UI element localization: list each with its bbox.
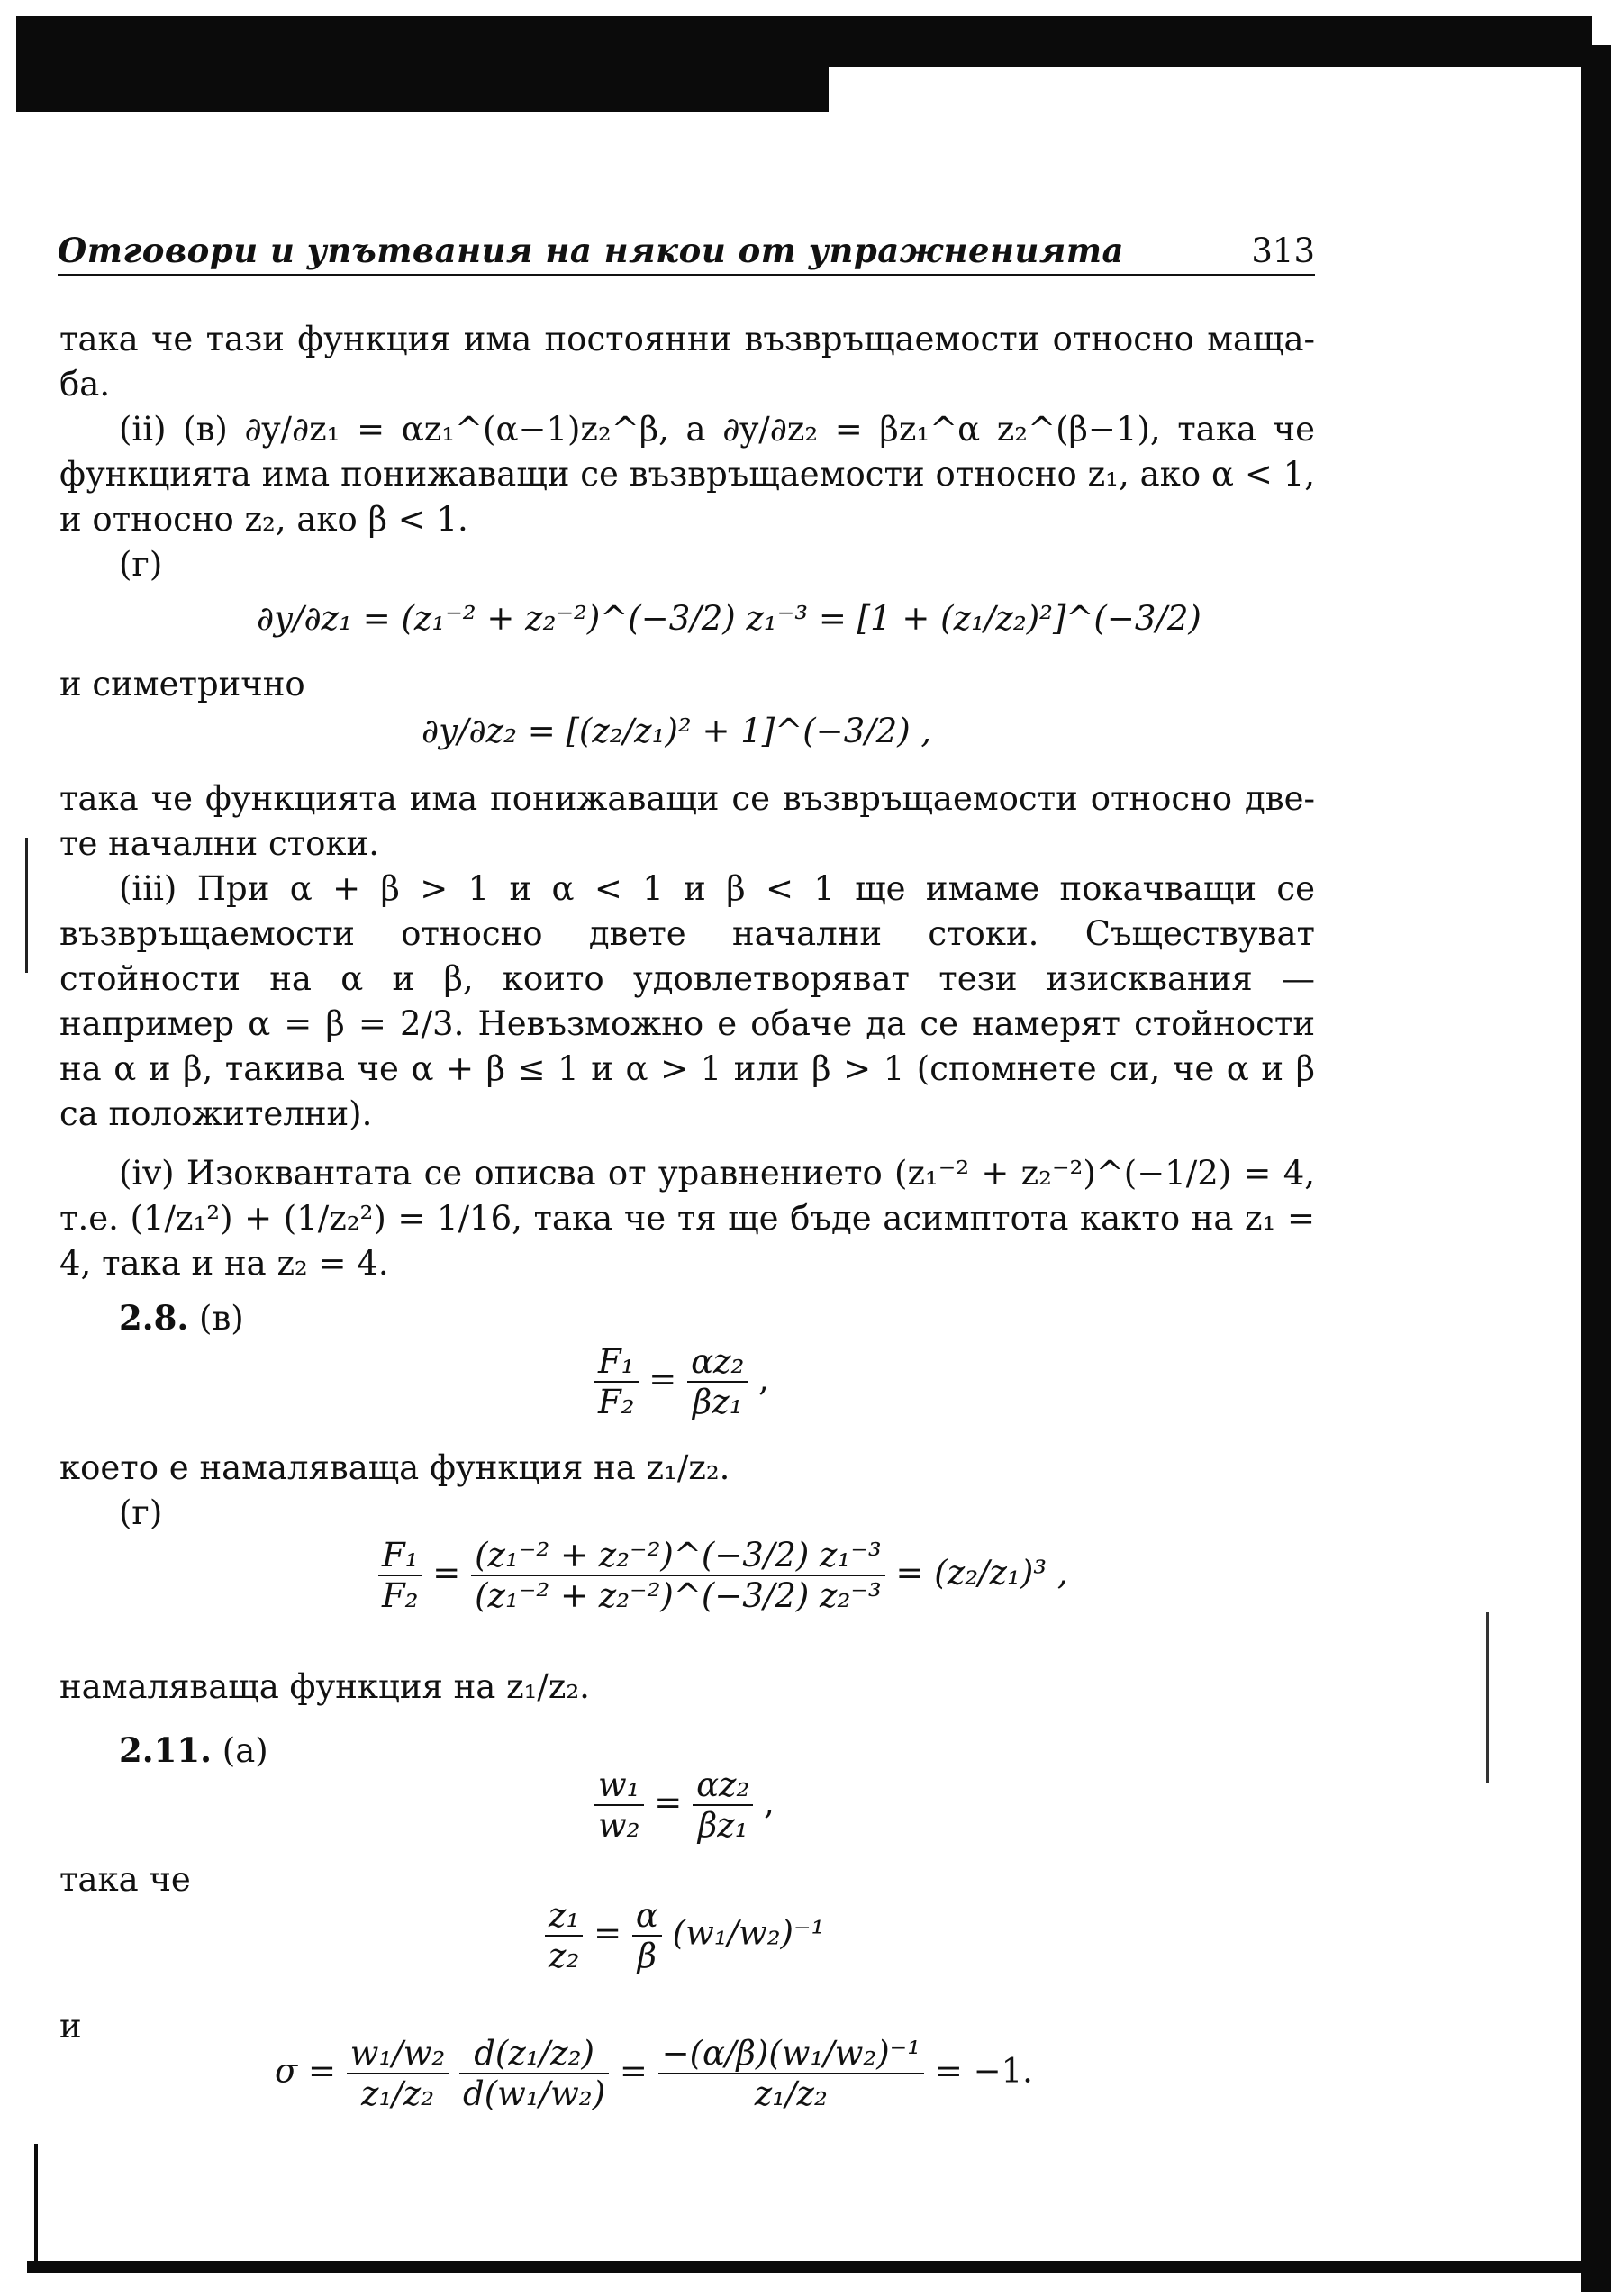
fraction-f1-f2 <box>594 1342 639 1421</box>
paragraph-ii: (ii) (в) ∂y/∂z₁ = αz₁^(α−1)z₂^β, а ∂y/∂z₂ = βz₁^α z₂^(β−1), така че функцията има понижаващи се възвръщаемости относно z₁, ако α < 1, и относно z₂, ако β < 1. <box>59 410 1315 539</box>
sigma-label: σ = <box>275 2051 337 2091</box>
section-2-8-heading <box>59 1295 1315 1341</box>
scan-border-top-left <box>16 16 829 112</box>
equation-result: (z₂/z₁)³ , <box>934 1553 1068 1593</box>
equation-dy-dz1: ∂y/∂z₁ = (z₁⁻² + z₂⁻²)^(−3/2) z₁⁻³ = [1 + (z₁/z₂)²]^(−3/2) <box>257 599 1201 638</box>
numerator: αz₂ <box>687 1342 748 1383</box>
label-g-2: (г) <box>119 1493 163 1532</box>
denominator: F₂ <box>382 1576 419 1615</box>
header-title: Отговори и упътвания на някои от упражненията <box>58 231 1124 270</box>
scan-mark-right <box>1486 1612 1489 1783</box>
equation-dy-dz2: ∂y/∂z₂ = [(z₂/z₁)² + 1]^(−3/2) , <box>422 712 932 750</box>
equation-z1-z2: $\frac{\text{z₁}}{\text{z₂}}$ = $\frac{\alpha}{\beta}$ (w₁/w₂)⁻¹ <box>545 1896 824 1975</box>
scan-border-bottom <box>27 2261 1599 2273</box>
denominator: z₁/z₂ <box>754 2074 828 2113</box>
denominator: z₂ <box>549 1937 580 1975</box>
denominator: F₂ <box>598 1383 635 1421</box>
equation-sigma: σ = $\frac{\text{w₁/w₂}}{\text{z₁/z₂}}$ $\frac{\text{d(z₁/z₂)}}{\text{d(w₁/w₂)}}$ = $\frac{\text{−(α/β)(w₁/w₂)⁻¹}}{\text{z₁/z₂}}$ = −1. <box>275 2034 1033 2113</box>
fraction-z1-z2 <box>545 1896 583 1975</box>
section-2-8-part: (в) <box>199 1299 244 1338</box>
paragraph-decreasing-2: намаляваща функция на z₁/z₂. <box>59 1667 590 1706</box>
numerator: α <box>632 1896 662 1937</box>
paragraph-iv: (iv) Изоквантата се описва от уравнението (z₁⁻² + z₂⁻²)^(−1/2) = 4, т.е. (1/z₁²) + (1/z₂²) = 1/16, така че тя ще бъде асимптота както на z₁ = 4, така и на z₂ = 4. <box>59 1154 1315 1283</box>
fraction-w-over-z <box>347 2034 449 2113</box>
paragraph-and: и <box>59 2007 82 2046</box>
paragraph-decreasing-1: което е намаляваща функция на z₁/z₂. <box>59 1448 730 1487</box>
numerator: F₁ <box>594 1342 639 1383</box>
equation-result: (w₁/w₂)⁻¹ <box>672 1913 825 1953</box>
section-2-8-label: 2.8. <box>119 1298 189 1338</box>
equation-comma: , <box>758 1359 769 1399</box>
paragraph-symmetric: и симетрично <box>59 665 305 703</box>
numerator: z₁ <box>545 1896 583 1937</box>
numerator: w₁/w₂ <box>347 2034 449 2074</box>
denominator: w₂ <box>598 1806 640 1845</box>
paragraph-iii: (iii) При α + β > 1 и α < 1 и β < 1 ще имаме покачващи се възвръщаемости относно двете начални стоки. Съществуват стойности на α и β, които удовлетворяват тези изисквания — например α = β = 2/3. Невъзможно е обаче да се намерят стойности на α и β, такива че α + β ≤ 1 и α > 1 или β > 1 (спомнете си, че α и β са положителни). <box>59 869 1315 1133</box>
section-2-11-label: 2.11. <box>119 1730 212 1770</box>
equation-f1-f2: $\frac{\text{F₁}}{\text{F₂}}$ = $\frac{\text{αz₂}}{\text{βz₁}}$ , <box>594 1342 769 1421</box>
running-header <box>58 223 1315 276</box>
denominator: βz₁ <box>692 1383 743 1421</box>
equation-w1-w2: $\frac{\text{w₁}}{\text{w₂}}$ = $\frac{\text{αz₂}}{\text{βz₁}}$ , <box>594 1765 775 1845</box>
fraction-large <box>471 1536 885 1615</box>
fraction-alpha-beta <box>632 1896 662 1975</box>
page-number: 313 <box>1251 231 1315 270</box>
numerator: −(α/β)(w₁/w₂)⁻¹ <box>658 2034 924 2074</box>
denominator: βz₁ <box>697 1806 748 1845</box>
numerator: αz₂ <box>693 1765 753 1806</box>
fraction-result <box>658 2034 924 2113</box>
numerator: (z₁⁻² + z₂⁻²)^(−3/2) z₁⁻³ <box>471 1536 885 1576</box>
paragraph-1: така че тази функция има постоянни възвръщаемости относно маща-ба. <box>59 320 1315 404</box>
denominator: β <box>637 1937 657 1975</box>
equation-comma: , <box>764 1783 775 1822</box>
numerator: F₁ <box>378 1536 422 1576</box>
numerator: d(z₁/z₂) <box>459 2034 609 2074</box>
denominator: (z₁⁻² + z₂⁻²)^(−3/2) z₂⁻³ <box>475 1576 882 1615</box>
fraction-derivative <box>459 2034 609 2113</box>
denominator: d(w₁/w₂) <box>463 2074 606 2113</box>
fraction-f1-f2 <box>378 1536 422 1615</box>
fraction-w1-w2 <box>594 1765 644 1845</box>
paragraph-two-inputs: така че функцията има понижаващи се възвръщаемости относно две-те начални стоки. <box>59 779 1315 863</box>
scan-mark-left <box>25 838 28 973</box>
scan-border-right <box>1581 45 1611 2292</box>
paragraph-so-that: така че <box>59 1860 191 1899</box>
scan-border-left <box>34 2144 38 2270</box>
equation-final: = −1. <box>934 2051 1033 2091</box>
fraction-az2-bz1 <box>693 1765 753 1845</box>
numerator: w₁ <box>594 1765 644 1806</box>
denominator: z₁/z₂ <box>360 2074 435 2113</box>
section-2-11-part: (a) <box>222 1731 268 1770</box>
label-g-1: (г) <box>119 545 163 584</box>
equation-f-ratio: $\frac{\text{F₁}}{\text{F₂}}$ = $\frac{\text{(z₁⁻² + z₂⁻²)\textasciicircum{}(−3/2) z₁⁻³}}{\text{(z₁⁻² + z₂⁻²)\textasciicircum{}(−3/2) z₂⁻³}}$ = (z₂/z₁)³ , <box>378 1536 1068 1615</box>
fraction-az2-bz1 <box>687 1342 748 1421</box>
